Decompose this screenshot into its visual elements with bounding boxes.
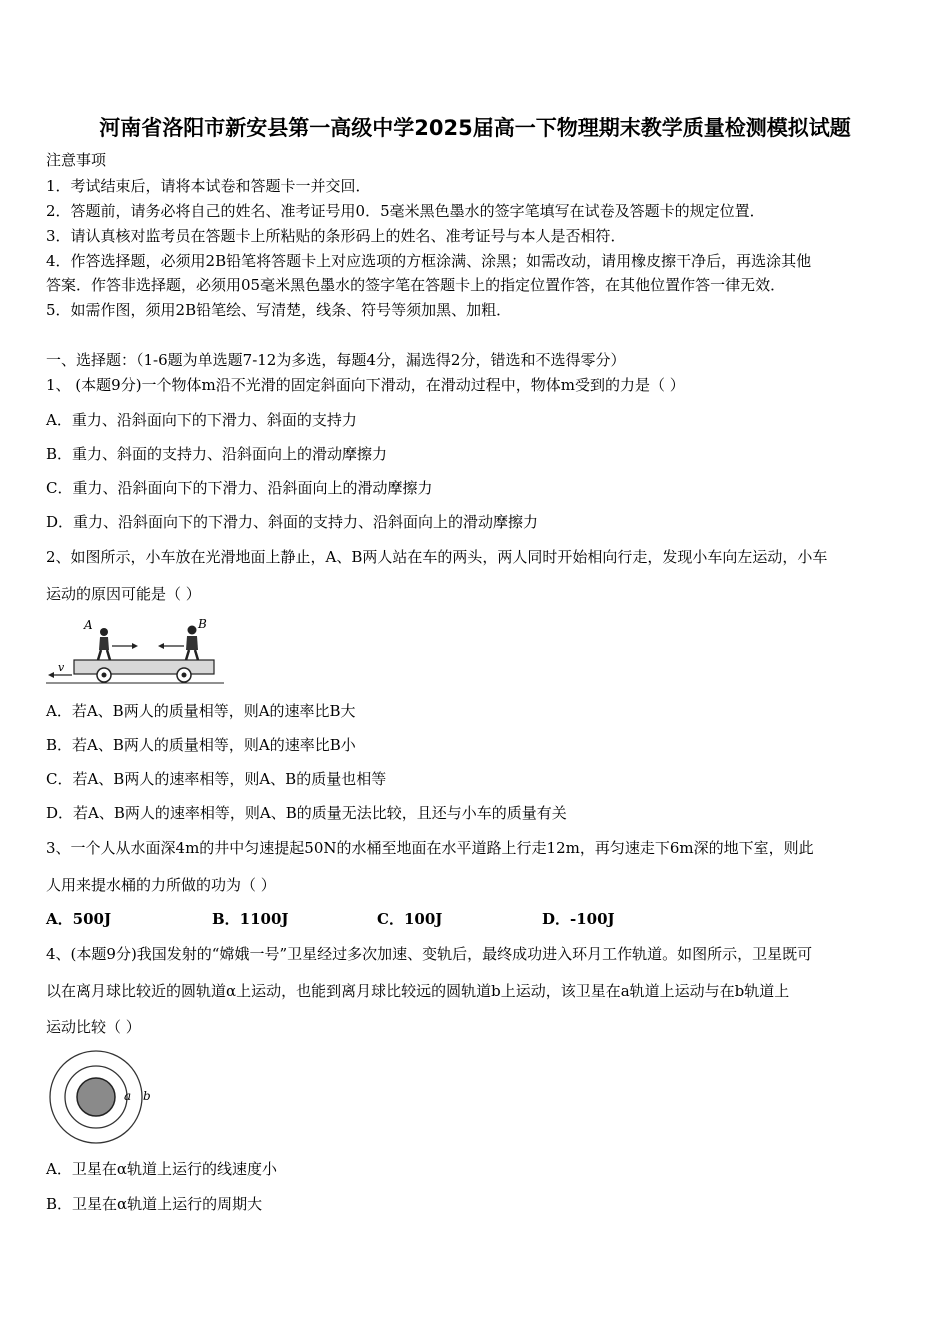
question-4-option-a: A．卫星在α轨道上运行的线速度小 [46,1160,277,1178]
page-title: 河南省洛阳市新安县第一高级中学2025届高一下物理期末教学质量检测模拟试题 [99,116,851,140]
question-2-option-a: A．若A、B两人的质量相等，则A的速率比B大 [46,702,356,720]
orbit-figure [46,1048,156,1146]
question-4-stem: 运动比较（ ） [46,1018,141,1036]
question-1-option-a: A．重力、沿斜面向下的下滑力、斜面的支持力 [46,411,357,429]
label-v: v [58,661,65,674]
question-2-option-b: B．若A、B两人的质量相等，则A的速率比B小 [46,736,356,754]
question-2-stem: 2、如图所示，小车放在光滑地面上静止，A、B两人站在车的两头，两人同时开始相向行走，发现小车向左运动，小车 [46,548,828,566]
question-3-stem: 3、一个人从水面深4m的井中匀速提起50N的水桶至地面在水平道路上行走12m，再匀速走下6m深的地下室，则此 [46,839,814,857]
label-a: A [84,618,93,632]
cart-figure [46,615,226,687]
section-heading: 一、选择题：（1-6题为单选题7-12为多选，每题4分，漏选得2分，错选和不选得零分） [46,351,626,369]
question-3-option-a: A．500J [46,910,112,928]
question-4-option-b: B．卫星在α轨道上运行的周期大 [46,1195,263,1213]
notice-heading: 注意事项 [46,151,107,169]
question-2-option-d: D．若A、B两人的速率相等，则A、B的质量无法比较，且还与小车的质量有关 [46,804,567,822]
question-3-option-d: D．-100J [542,910,615,928]
person-a-figure [98,628,110,660]
question-1-stem: 1、 (本题9分)一个物体m沿不光滑的固定斜面向下滑动，在滑动过程中，物体m受到的力是（ ） [46,376,685,394]
question-2-stem: 运动的原因可能是（ ） [46,585,201,603]
question-3-option-b: B．1100J [212,910,289,928]
notice-item: 答案．作答非选择题，必须用05毫米黑色墨水的签字笔在答题卡上的指定位置作答，在其他位置作答一律无效． [46,276,786,294]
question-1-option-b: B．重力、斜面的支持力、沿斜面向上的滑动摩擦力 [46,445,388,463]
label-b: b [143,1089,151,1103]
question-3-option-c: C．100J [377,910,443,928]
notice-item: 3．请认真核对监考员在答题卡上所粘贴的条形码上的姓名、准考证号与本人是否相符． [46,227,626,245]
question-3-stem: 人用来提水桶的力所做的功为（ ） [46,876,276,894]
question-4-stem: 以在离月球比较近的圆轨道α上运动，也能到离月球比较远的圆轨道b上运动，该卫星在a轨道上运动与在b轨道上 [46,982,790,1000]
label-a: a [124,1089,132,1103]
question-4-stem: 4、(本题9分)我国发射的“嫦娥一号”卫星经过多次加速、变轨后，最终成功进入环月工作轨道。如图所示，卫星既可 [46,945,813,963]
person-b-figure [186,626,198,661]
label-b: B [198,617,207,631]
question-1-option-d: D．重力、沿斜面向下的下滑力、斜面的支持力、沿斜面向上的滑动摩擦力 [46,513,539,531]
question-1-option-c: C．重力、沿斜面向下的下滑力、沿斜面向上的滑动摩擦力 [46,479,433,497]
notice-item: 5．如需作图，须用2B铅笔绘、写清楚，线条、符号等须加黑、加粗． [46,301,512,319]
question-2-option-c: C．若A、B两人的速率相等，则A、B的质量也相等 [46,770,387,788]
notice-item: 2．答题前，请务必将自己的姓名、准考证号用0．5毫米黑色墨水的签字笔填写在试卷及答题卡的规定位置． [46,202,765,220]
notice-item: 1．考试结束后，请将本试卷和答题卡一并交回． [46,177,371,195]
notice-item: 4．作答选择题，必须用2B铅笔将答题卡上对应选项的方框涂满、涂黑；如需改动，请用橡皮擦干净后，再选涂其他 [46,252,812,270]
